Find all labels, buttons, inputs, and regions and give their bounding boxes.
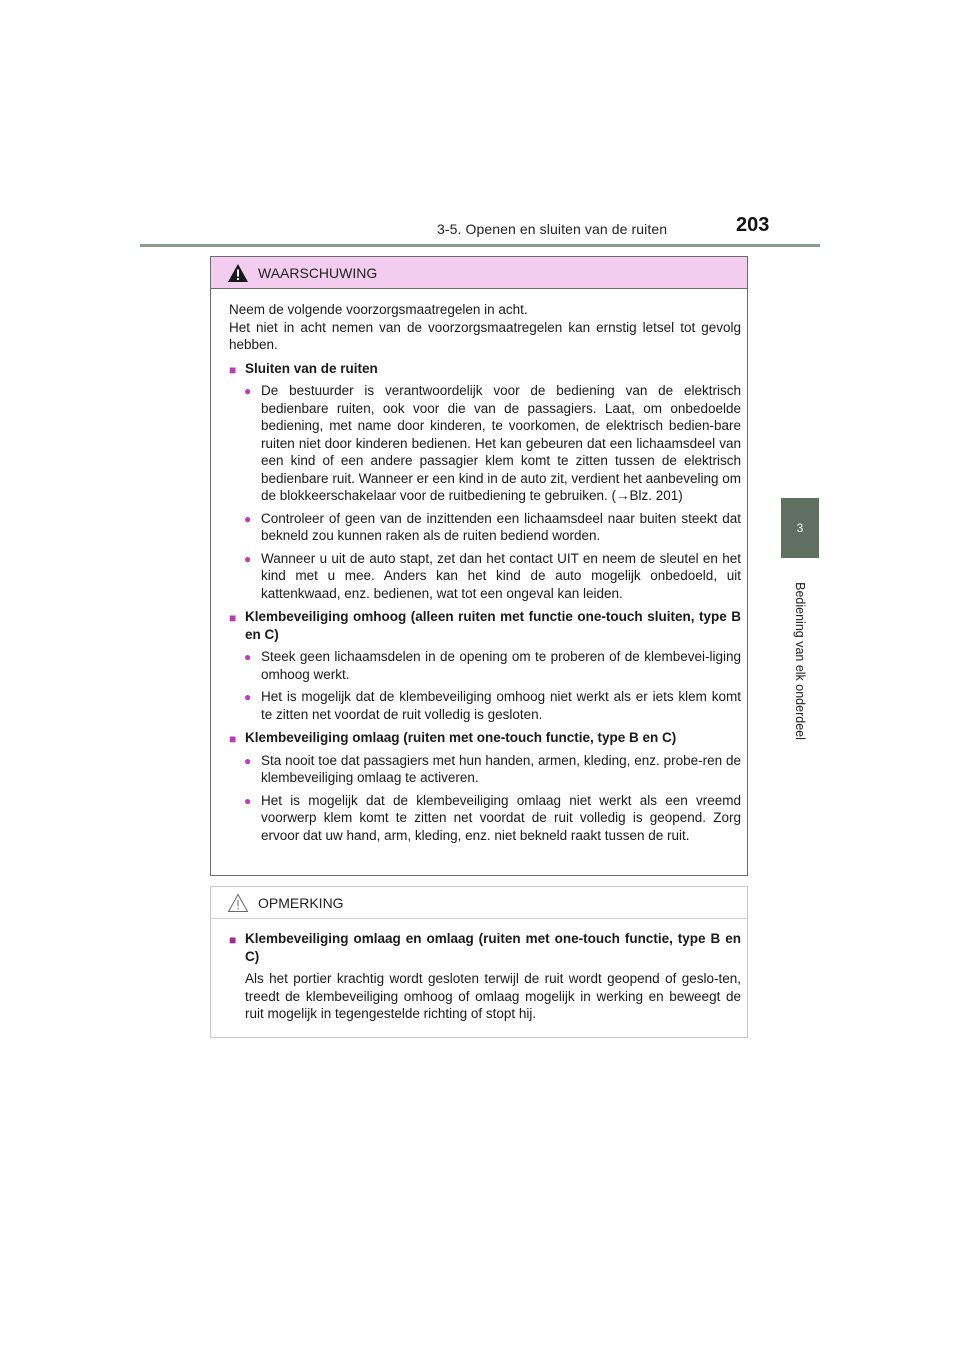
circle-bullet-icon: ● <box>244 650 252 664</box>
section-heading: ■ Klembeveiliging omhoog (alleen ruiten met functie one-touch sluiten, type B en C) <box>229 609 741 642</box>
notice-box <box>210 886 748 1038</box>
bullet-item: ● De bestuurder is verantwoordelijk voor de bediening van de elektrisch bedienbare ruiten, ook voor die van de passagiers. Laat, om onbedoelde bediening, met name door kinderen, te voorkomen, de elektrisch bedien-bare ruiten niet door kinderen bedienen. Het kan gebeuren dat een lichaamsdeel van een kind of een andere passagier klem komt te zitten tussen de elektrisch bedienbare ruit. Wanneer er een kind in de auto zit, verdient het aanbeveling om de blokkeerschakelaar voor de ruitbediening te gebruiken. (→Blz. 201) <box>244 383 741 503</box>
warning-intro-line-1: Neem de volgende voorzorgsmaatregelen in acht. <box>229 302 528 317</box>
page-number: 203 <box>736 214 770 236</box>
notice-paragraph: Als het portier krachtig wordt gesloten terwijl de ruit wordt geopend of geslo-ten, treedt de klembeveiliging omhoog of omlaag mogelijk in werking en beweegt de ruit mogelijk in tegengestelde richting of stopt hij. <box>245 971 741 1021</box>
header-divider <box>140 244 820 247</box>
circle-bullet-icon: ● <box>244 511 252 526</box>
circle-bullet-icon: ● <box>244 551 252 566</box>
bullet-item: ● Wanneer u uit de auto stapt, zet dan het contact UIT en neem de sleutel en het kind met u mee. Anders kan het kind de auto mogelijk onbedoeld, uit kattenkwaad, enz. bedienen, wat tot een ongeval kan leiden. <box>244 550 741 601</box>
chapter-label-text: Bediening van elk onderdeel <box>793 582 808 740</box>
circle-bullet-icon: ● <box>244 793 252 808</box>
warning-intro <box>229 301 741 354</box>
bullet-item: ● Steek geen lichaamsdelen in de opening om te proberen of de klembevei-liging omhoog werkt. <box>244 649 741 682</box>
section-heading: ■ Klembeveiliging omlaag en omlaag (ruiten met one-touch functie, type B en C) <box>229 931 741 964</box>
notice-title: OPMERKING <box>258 894 344 911</box>
caution-triangle-outline-icon <box>227 893 249 913</box>
square-bullet-icon: ■ <box>229 732 237 746</box>
bullet-item: ● Het is mogelijk dat de klembeveiliging omlaag niet werkt als een vreemd voorwerp klem komt te zitten net voordat de ruit volledig is geopend. Zorg ervoor dat uw hand, arm, kleding, enz. niet bekneld raakt tussen de ruit. <box>244 792 741 843</box>
warning-title: WAARSCHUWING <box>258 264 378 281</box>
circle-bullet-icon: ● <box>244 690 252 704</box>
chapter-number: 3 <box>796 521 804 535</box>
section-heading: ■ Klembeveiliging omlaag (ruiten met one-touch functie, type B en C) <box>229 729 741 747</box>
section-heading: ■ Sluiten van de ruiten <box>229 360 741 378</box>
warning-box <box>210 256 748 876</box>
square-bullet-icon: ■ <box>229 611 237 625</box>
warning-intro-line-2: Het niet in acht nemen van de voorzorgsmaatregelen kan ernstig letsel tot gevolg hebben. <box>229 319 741 352</box>
warning-header <box>211 257 747 289</box>
bullet-item: ● Het is mogelijk dat de klembeveiliging omhoog niet werkt als er iets klem komt te zitten net voordat de ruit volledig is gesloten. <box>244 689 741 722</box>
section-title: 3-5. Openen en sluiten van de ruiten <box>437 221 668 237</box>
chapter-side-label <box>781 566 819 756</box>
warning-body <box>211 289 747 844</box>
square-bullet-icon: ■ <box>229 933 237 947</box>
warning-triangle-icon <box>227 263 249 283</box>
circle-bullet-icon: ● <box>244 753 252 768</box>
bullet-item: ● Controleer of geen van de inzittenden een lichaamsdeel naar buiten steekt dat bekneld zou kunnen raken als de ruiten bediend worden. <box>244 510 741 543</box>
circle-bullet-icon: ● <box>244 384 252 398</box>
chapter-tab <box>781 498 819 558</box>
square-bullet-icon: ■ <box>229 362 237 377</box>
notice-header <box>211 887 747 919</box>
bullet-item: ● Sta nooit toe dat passagiers met hun handen, armen, kleding, enz. probe-ren de klembeveiliging omlaag te activeren. <box>244 752 741 785</box>
notice-body <box>211 919 747 1023</box>
